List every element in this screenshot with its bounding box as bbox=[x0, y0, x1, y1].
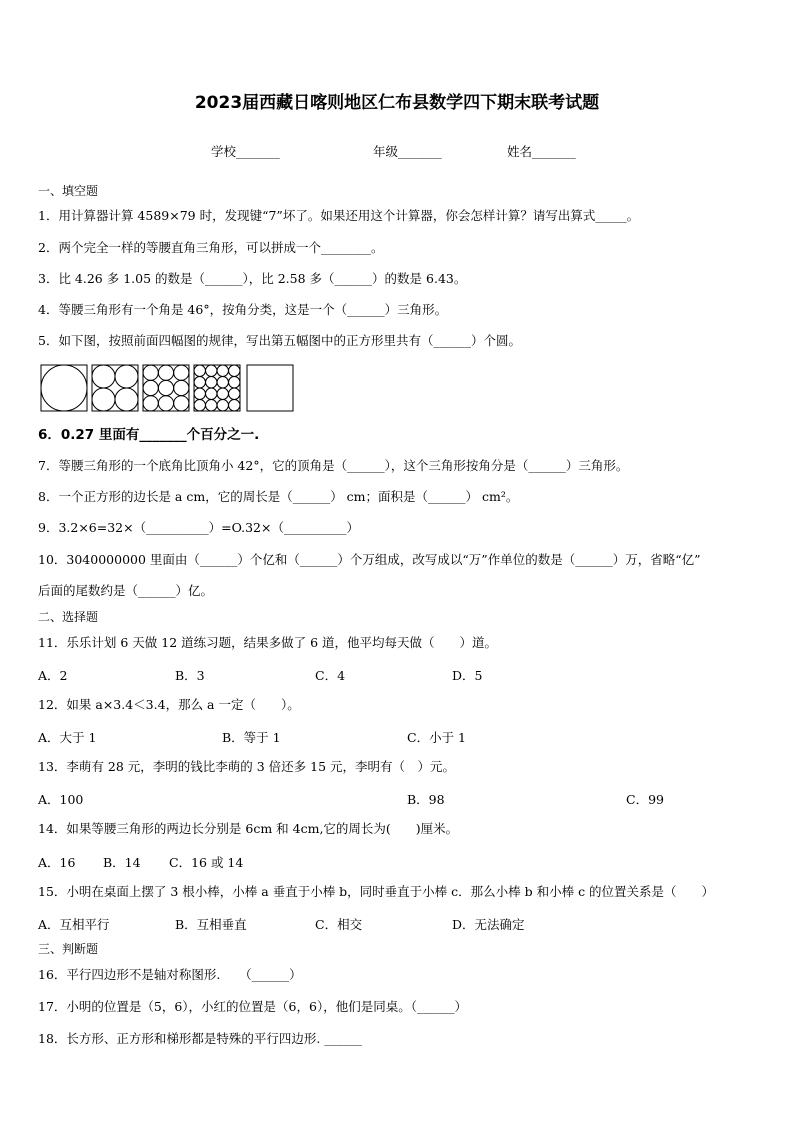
question-2: 2．两个完全一样的等腰直角三角形，可以拼成一个________。 bbox=[38, 240, 384, 255]
question-1: 1．用计算器计算 4589×79 时，发现键“7”坏了。如果还用这个计算器，你会怎样计算？请写出算式_____。 bbox=[38, 208, 640, 223]
question-7: 7．等腰三角形的一个底角比顶角小 42°，它的顶角是（______），这个三角形按角分是（______）三角形。 bbox=[38, 458, 629, 473]
question-11: 11．乐乐计划 6 天做 12 道练习题，结果多做了 6 道，他平均每天做（ ）道。 bbox=[38, 635, 498, 650]
q12-option-c: C．小于 1 bbox=[407, 730, 466, 745]
pattern-square-2 bbox=[92, 365, 138, 411]
question-4: 4．等腰三角形有一个角是 46°，按角分类，这是一个（______）三角形。 bbox=[38, 302, 448, 317]
question-16: 16．平行四边形不是轴对称图形. （______） bbox=[38, 967, 302, 982]
question-12: 12．如果 a×3.4＜3.4，那么 a 一定（ ）。 bbox=[38, 697, 300, 712]
q11-option-b: B．3 bbox=[175, 668, 205, 683]
q11-option-d: D．5 bbox=[452, 668, 483, 683]
section-heading-choice: 二、选择题 bbox=[38, 610, 99, 624]
q15-option-b: B．互相垂直 bbox=[175, 917, 247, 932]
q14-option-b: B．14 bbox=[103, 855, 141, 870]
question-5: 5．如下图，按照前面四幅图的规律，写出第五幅图中的正方形里共有（______）个圆。 bbox=[38, 333, 521, 348]
q15-option-c: C．相交 bbox=[315, 917, 363, 932]
question-17: 17．小明的位置是（5，6），小红的位置是（6，6），他们是同桌。（______） bbox=[38, 999, 467, 1014]
q11-option-a: A．2 bbox=[38, 668, 68, 683]
question-15: 15．小明在桌面上摆了 3 根小棒，小棒 a 垂直于小棒 b，同时垂直于小棒 c．那么小棒 b 和小棒 c 的位置关系是（ ） bbox=[38, 884, 715, 899]
question-13: 13．李萌有 28 元，李明的钱比李萌的 3 倍还多 15 元，李明有（ ）元。 bbox=[38, 759, 456, 774]
q12-option-b: B．等于 1 bbox=[222, 730, 281, 745]
q13-option-c: C．99 bbox=[626, 792, 664, 807]
section-heading-true-false: 三、判断题 bbox=[38, 942, 99, 956]
circle-pattern-figure bbox=[40, 364, 296, 414]
question-10-line-2: 后面的尾数约是（______）亿。 bbox=[38, 583, 214, 598]
grade-field: 年级_______ bbox=[373, 144, 442, 159]
question-8: 8．一个正方形的边长是 a cm，它的周长是（______） cm；面积是（______） cm²。 bbox=[38, 489, 519, 504]
question-14: 14．如果等腰三角形的两边长分别是 6cm 和 4cm,它的周长为( )厘米。 bbox=[38, 821, 459, 836]
q15-option-a: A．互相平行 bbox=[38, 917, 110, 932]
question-10-line-1: 10．3040000000 里面由（______）个亿和（______）个万组成，改写成以“万”作单位的数是（______）万，省略“亿” bbox=[38, 552, 701, 567]
pattern-square-3 bbox=[143, 365, 189, 411]
name-field: 姓名_______ bbox=[507, 144, 576, 159]
section-heading-fill-blank: 一、填空题 bbox=[38, 184, 99, 198]
school-field: 学校_______ bbox=[211, 144, 280, 159]
question-3: 3．比 4.26 多 1.05 的数是（______），比 2.58 多（______）的数是 6.43。 bbox=[38, 271, 467, 286]
q13-option-b: B．98 bbox=[407, 792, 445, 807]
q15-option-d: D．无法确定 bbox=[452, 917, 525, 932]
q14-option-c: C．16 或 14 bbox=[169, 855, 244, 870]
q12-option-a: A．大于 1 bbox=[38, 730, 97, 745]
q11-option-c: C．4 bbox=[315, 668, 346, 683]
page-title: 2023届西藏日喀则地区仁布县数学四下期末联考试题 bbox=[194, 93, 600, 113]
question-18: 18．长方形、正方形和梯形都是特殊的平行四边形. ______ bbox=[38, 1031, 362, 1046]
question-6: 6．0.27 里面有_______个百分之一. bbox=[38, 427, 260, 443]
q14-option-a: A．16 bbox=[38, 855, 76, 870]
question-9: 9．3.2×6=32×（__________）=O.32×（__________） bbox=[38, 520, 359, 535]
pattern-square-5 bbox=[247, 365, 293, 411]
q13-option-a: A．100 bbox=[38, 792, 84, 807]
